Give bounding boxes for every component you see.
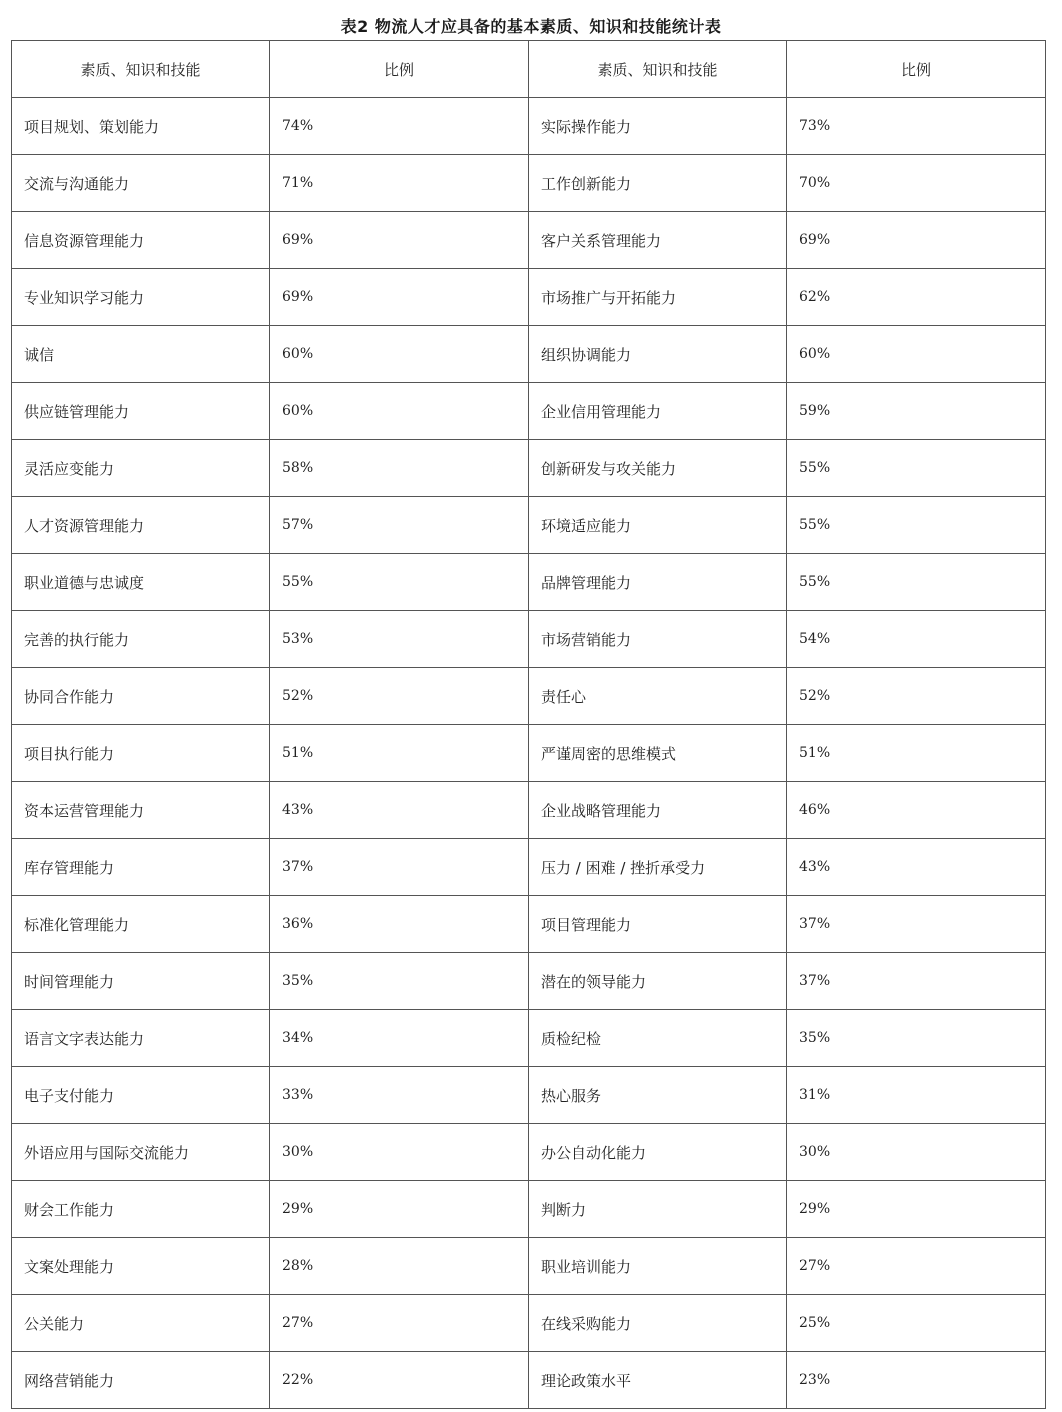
cell-ratio-right: 55% xyxy=(787,440,1046,497)
cell-ratio-left: 30% xyxy=(270,1124,529,1181)
cell-skill-left: 资本运营管理能力 xyxy=(12,782,270,839)
table-row xyxy=(12,725,1046,782)
skills-table xyxy=(11,40,1046,1409)
cell-skill-left: 文案处理能力 xyxy=(12,1238,270,1295)
cell-ratio-right: 54% xyxy=(787,611,1046,668)
cell-skill-right: 工作创新能力 xyxy=(529,155,787,212)
table-row xyxy=(12,1124,1046,1181)
cell-ratio-right: 30% xyxy=(787,1124,1046,1181)
cell-skill-right: 创新研发与攻关能力 xyxy=(529,440,787,497)
cell-ratio-right: 62% xyxy=(787,269,1046,326)
cell-skill-left: 职业道德与忠诚度 xyxy=(12,554,270,611)
table-row xyxy=(12,953,1046,1010)
cell-skill-left: 财会工作能力 xyxy=(12,1181,270,1238)
cell-skill-right: 理论政策水平 xyxy=(529,1352,787,1409)
table-row xyxy=(12,1352,1046,1409)
cell-ratio-left: 29% xyxy=(270,1181,529,1238)
table-row xyxy=(12,1238,1046,1295)
cell-ratio-left: 52% xyxy=(270,668,529,725)
cell-ratio-left: 22% xyxy=(270,1352,529,1409)
cell-skill-right: 客户关系管理能力 xyxy=(529,212,787,269)
table-row xyxy=(12,839,1046,896)
cell-skill-left: 项目执行能力 xyxy=(12,725,270,782)
cell-ratio-left: 34% xyxy=(270,1010,529,1067)
cell-ratio-right: 55% xyxy=(787,554,1046,611)
table-row xyxy=(12,1295,1046,1352)
cell-skill-right: 判断力 xyxy=(529,1181,787,1238)
cell-skill-right: 项目管理能力 xyxy=(529,896,787,953)
table-row xyxy=(12,440,1046,497)
table-row xyxy=(12,611,1046,668)
cell-ratio-right: 51% xyxy=(787,725,1046,782)
cell-ratio-left: 36% xyxy=(270,896,529,953)
header-ratio-right: 比例 xyxy=(787,41,1046,98)
cell-skill-right: 责任心 xyxy=(529,668,787,725)
cell-skill-right: 企业战略管理能力 xyxy=(529,782,787,839)
cell-ratio-right: 70% xyxy=(787,155,1046,212)
cell-ratio-left: 33% xyxy=(270,1067,529,1124)
cell-ratio-right: 69% xyxy=(787,212,1046,269)
cell-ratio-right: 46% xyxy=(787,782,1046,839)
table-row xyxy=(12,98,1046,155)
cell-ratio-right: 55% xyxy=(787,497,1046,554)
table-title: 表2 物流人才应具备的基本素质、知识和技能统计表 xyxy=(340,17,722,36)
cell-ratio-right: 25% xyxy=(787,1295,1046,1352)
cell-skill-right: 在线采购能力 xyxy=(529,1295,787,1352)
cell-skill-right: 办公自动化能力 xyxy=(529,1124,787,1181)
cell-skill-left: 语言文字表达能力 xyxy=(12,1010,270,1067)
cell-skill-left: 公关能力 xyxy=(12,1295,270,1352)
header-skill-left: 素质、知识和技能 xyxy=(12,41,270,98)
cell-skill-left: 电子支付能力 xyxy=(12,1067,270,1124)
cell-ratio-right: 27% xyxy=(787,1238,1046,1295)
cell-skill-left: 协同合作能力 xyxy=(12,668,270,725)
cell-skill-left: 供应链管理能力 xyxy=(12,383,270,440)
cell-ratio-left: 53% xyxy=(270,611,529,668)
cell-ratio-left: 60% xyxy=(270,326,529,383)
cell-ratio-right: 29% xyxy=(787,1181,1046,1238)
cell-ratio-left: 60% xyxy=(270,383,529,440)
cell-skill-right: 环境适应能力 xyxy=(529,497,787,554)
table-row xyxy=(12,554,1046,611)
cell-skill-left: 交流与沟通能力 xyxy=(12,155,270,212)
cell-ratio-left: 71% xyxy=(270,155,529,212)
cell-ratio-left: 27% xyxy=(270,1295,529,1352)
cell-ratio-left: 37% xyxy=(270,839,529,896)
cell-skill-right: 潜在的领导能力 xyxy=(529,953,787,1010)
cell-skill-right: 组织协调能力 xyxy=(529,326,787,383)
cell-skill-right: 质检纪检 xyxy=(529,1010,787,1067)
cell-skill-left: 外语应用与国际交流能力 xyxy=(12,1124,270,1181)
table-row xyxy=(12,212,1046,269)
cell-skill-right: 热心服务 xyxy=(529,1067,787,1124)
header-ratio-left: 比例 xyxy=(270,41,529,98)
cell-skill-right: 严谨周密的思维模式 xyxy=(529,725,787,782)
table-row xyxy=(12,383,1046,440)
cell-ratio-right: 23% xyxy=(787,1352,1046,1409)
table-row xyxy=(12,155,1046,212)
cell-ratio-right: 35% xyxy=(787,1010,1046,1067)
table-row xyxy=(12,1181,1046,1238)
table-row xyxy=(12,896,1046,953)
cell-skill-right: 品牌管理能力 xyxy=(529,554,787,611)
cell-skill-left: 信息资源管理能力 xyxy=(12,212,270,269)
table-row xyxy=(12,269,1046,326)
cell-skill-right: 市场营销能力 xyxy=(529,611,787,668)
cell-ratio-right: 31% xyxy=(787,1067,1046,1124)
cell-ratio-left: 74% xyxy=(270,98,529,155)
cell-skill-left: 标准化管理能力 xyxy=(12,896,270,953)
header-skill-right: 素质、知识和技能 xyxy=(529,41,787,98)
cell-ratio-right: 59% xyxy=(787,383,1046,440)
cell-skill-left: 时间管理能力 xyxy=(12,953,270,1010)
table-row xyxy=(12,1010,1046,1067)
table-body xyxy=(12,98,1046,1409)
header-row xyxy=(12,41,1046,98)
cell-ratio-left: 51% xyxy=(270,725,529,782)
cell-ratio-left: 43% xyxy=(270,782,529,839)
cell-ratio-left: 57% xyxy=(270,497,529,554)
cell-ratio-left: 35% xyxy=(270,953,529,1010)
table-row xyxy=(12,668,1046,725)
cell-skill-left: 库存管理能力 xyxy=(12,839,270,896)
cell-skill-left: 诚信 xyxy=(12,326,270,383)
cell-ratio-right: 37% xyxy=(787,896,1046,953)
cell-skill-left: 网络营销能力 xyxy=(12,1352,270,1409)
cell-ratio-right: 43% xyxy=(787,839,1046,896)
cell-skill-left: 项目规划、策划能力 xyxy=(12,98,270,155)
cell-skill-left: 完善的执行能力 xyxy=(12,611,270,668)
table-row xyxy=(12,497,1046,554)
cell-skill-right: 职业培训能力 xyxy=(529,1238,787,1295)
cell-ratio-left: 55% xyxy=(270,554,529,611)
cell-skill-right: 压力 / 困难 / 挫折承受力 xyxy=(529,839,787,896)
cell-skill-right: 实际操作能力 xyxy=(529,98,787,155)
cell-skill-right: 企业信用管理能力 xyxy=(529,383,787,440)
cell-skill-left: 专业知识学习能力 xyxy=(12,269,270,326)
cell-ratio-right: 52% xyxy=(787,668,1046,725)
cell-ratio-left: 58% xyxy=(270,440,529,497)
table-row xyxy=(12,326,1046,383)
cell-skill-left: 灵活应变能力 xyxy=(12,440,270,497)
cell-ratio-left: 28% xyxy=(270,1238,529,1295)
cell-ratio-left: 69% xyxy=(270,212,529,269)
cell-ratio-left: 69% xyxy=(270,269,529,326)
table-row xyxy=(12,1067,1046,1124)
cell-skill-left: 人才资源管理能力 xyxy=(12,497,270,554)
table-row xyxy=(12,782,1046,839)
cell-ratio-right: 73% xyxy=(787,98,1046,155)
cell-ratio-right: 37% xyxy=(787,953,1046,1010)
cell-ratio-right: 60% xyxy=(787,326,1046,383)
cell-skill-right: 市场推广与开拓能力 xyxy=(529,269,787,326)
